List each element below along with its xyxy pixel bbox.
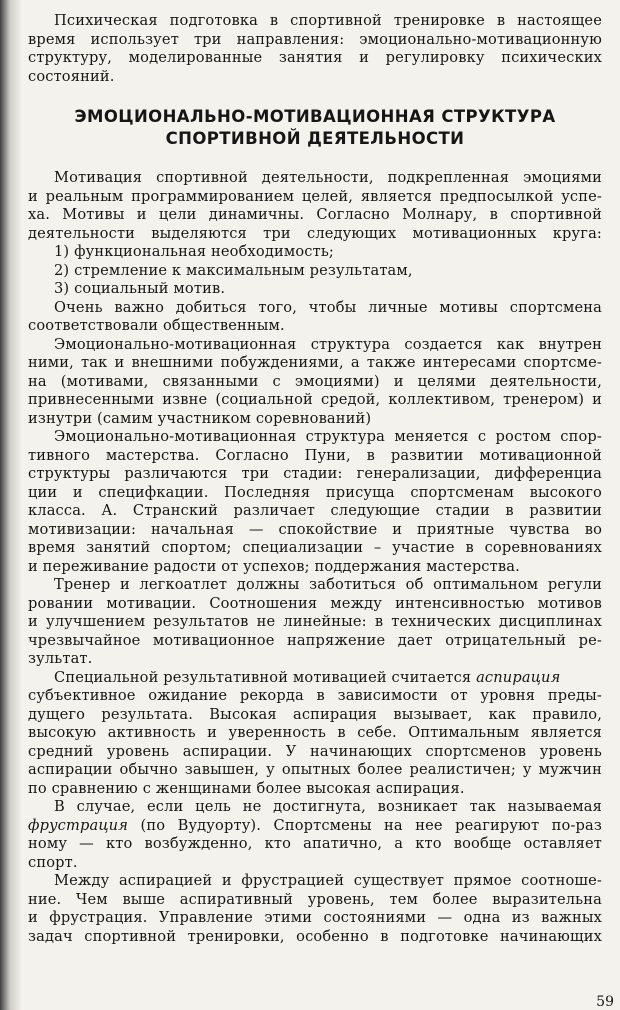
text-line: высокую активность и уверенность в себе. Оптимальным является — [28, 724, 602, 741]
text-line: ровании мотивации. Соотношения между интенсивностью мотивов — [28, 594, 602, 612]
text-line: Между аспирацией и фрустрацией существует прямое соотноше- — [54, 872, 602, 889]
paragraph-structure — [28, 336, 602, 429]
text-line: время использует три направления: эмоционально-мотивационную — [28, 30, 602, 48]
paragraph-personal-motives — [28, 299, 602, 336]
text-line: ции и специфкации. Последняя присуща спортсменам высокого — [28, 483, 602, 501]
page-text — [28, 12, 602, 946]
text-line: Тренер и легкоатлет должны заботиться об оптимальном регули — [54, 576, 602, 593]
text-line: и реальным программированием целей, является предпосылкой успе- — [28, 187, 602, 205]
text-line: задач спортивной тренировки, особенно в подготовке начинающих — [28, 927, 602, 945]
text-line: средний уровень аспирации. У начинающих спортсменов уровень — [28, 742, 602, 760]
text-line: и улучшением результатов не линейные: в технических дисциплинах — [28, 613, 602, 630]
text-line: аспирации обычно завышен, у опытных более реалистичен; у мужчин — [28, 761, 602, 778]
motivation-list — [28, 243, 602, 299]
text-line: Психическая подготовка в спортивной тренировке в настоящее — [54, 12, 602, 29]
text-line: привнесенными извне (социальной средой, коллективом, тренером) и — [28, 391, 602, 408]
list-item: 2) стремление к максимальным результатам, — [54, 261, 413, 279]
text-line: состояний. — [28, 67, 115, 85]
text-line: В случае, если цель не достигнута, возникает так называемая — [54, 798, 602, 815]
list-item: 1) функциональная необходимость; — [54, 243, 335, 260]
paragraph-aspiration — [28, 669, 602, 799]
text-line: структуру, моделированные занятия и регулировку психических — [28, 49, 602, 66]
text-line: Эмоционально-мотивационная структура создается как внутрен — [54, 335, 602, 353]
text-line: Мотивация спортивной деятельности, подкрепленная эмоциями — [54, 169, 602, 186]
text-line: дущего результата. Высокая аспирация вызывает, как правило, — [28, 705, 602, 723]
text-line: ними, так и внешними побуждениями, а также интересами спортсме- — [28, 354, 602, 371]
heading-line-1: ЭМОЦИОНАЛЬНО-МОТИВАЦИОННАЯ СТРУКТУРА — [74, 107, 556, 126]
text-line — [28, 817, 602, 836]
text-line: на (мотивами, связанными с эмоциями) и целями деятельности, — [28, 372, 602, 390]
text-line: класса. А. Странский различает следующие стадии в развитии — [28, 502, 602, 519]
text-line: деятельности выделяются три следующих мотивационных круга: — [28, 224, 602, 242]
text-line: чрезвычайное мотивационное напряжение дает отрицательный ре- — [28, 631, 602, 649]
paragraph-frustration — [28, 798, 602, 872]
text-line: мотивизации: начальная — спокойствие и приятные чувства во — [28, 520, 602, 538]
text-line: тивного мастерства. Согласно Пуни, в развитии мотивационной — [28, 446, 602, 464]
paragraph-motivation — [28, 169, 602, 243]
italic-term-frustration: фрустрация — [28, 816, 129, 834]
text-line: структуры различаются три стадии: генерализации, дифференциа — [28, 465, 602, 482]
text-line: соответствовали общественным. — [28, 317, 285, 334]
text-fragment: Специальной результативной мотивацией считается — [54, 668, 477, 686]
text-line: ние. Чем выше аспиративный уровень, тем более выразительна — [28, 890, 602, 908]
text-line: субъективное ожидание рекорда в зависимости от уровня преды- — [28, 687, 602, 704]
paragraph-stages — [28, 428, 602, 576]
heading-line-2: СПОРТИВНОЙ ДЕЯТЕЛЬНОСТИ — [165, 129, 465, 148]
text-line: изнутри (самим участником соревнований) — [28, 409, 372, 427]
text-line: Эмоционально-мотивационная структура меняется с ростом спор- — [54, 428, 602, 445]
text-line: и фрустрация. Управление этими состояниями — одна из важных — [28, 909, 602, 926]
text-line: ному — кто возбужденно, кто апатично, а кто вообще оставляет — [28, 835, 602, 852]
text-line: время занятий спортом; специализации – участие в соревнованиях — [28, 539, 602, 556]
paragraph-relation — [28, 872, 602, 946]
text-line: Очень важно добиться того, чтобы личные мотивы спортсмена — [54, 298, 602, 316]
italic-term-aspiration: аспирация — [476, 668, 561, 686]
page-number: 59 — [596, 994, 614, 1010]
section-heading — [28, 106, 602, 150]
text-line: и переживание радости от успехов; поддержания мастерства. — [28, 557, 520, 575]
text-line: ха. Мотивы и цели динамичны. Согласно Молнару, в спортивной — [28, 206, 602, 223]
text-line: зультат. — [28, 650, 93, 667]
intro-paragraph — [28, 12, 602, 86]
text-fragment: (по Вудуорту). Спортсмены на нее реагируют по-раз — [128, 816, 602, 834]
text-line: спорт. — [28, 853, 78, 871]
text-line — [28, 669, 602, 688]
list-item: 3) социальный мотив. — [54, 280, 226, 297]
paragraph-regulation — [28, 576, 602, 669]
text-line: по сравнению с женщинами более высокая аспирация. — [28, 779, 465, 797]
book-spine-shadow — [0, 0, 22, 1010]
